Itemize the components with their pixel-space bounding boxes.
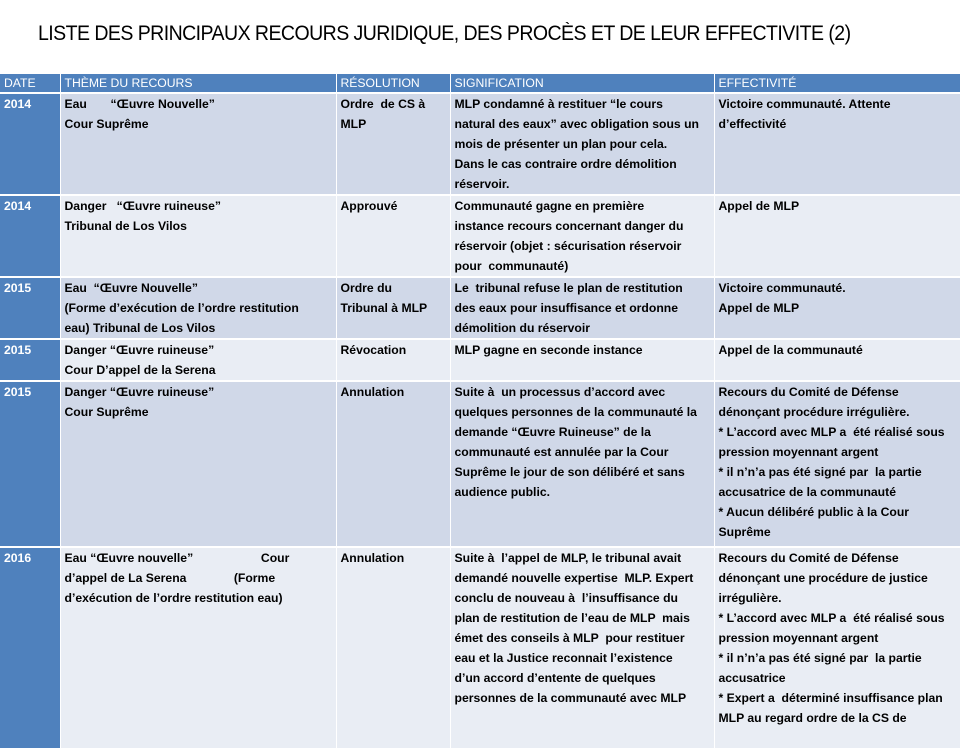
table-row — [0, 339, 960, 381]
recourse-table — [0, 74, 960, 750]
effectivite-line: * L’accord avec MLP a été réalisé sous — [718, 611, 945, 625]
signification-line: quelques personnes de la communauté la — [454, 405, 697, 419]
theme-line: Cour Suprême — [64, 117, 149, 131]
effectivite-line: * L’accord avec MLP a été réalisé sous — [718, 425, 945, 439]
effectivite-line: Victoire communauté. Attente — [718, 97, 891, 111]
resolution-cell — [336, 195, 450, 277]
date-cell: 2015 — [0, 339, 60, 381]
theme-line: Danger “Œuvre ruineuse” — [64, 343, 215, 357]
signification-cell — [450, 339, 714, 381]
signification-line: plan de restitution de l’eau de MLP mais — [454, 611, 690, 625]
effectivite-line: Appel de MLP — [718, 301, 800, 315]
date-cell: 2014 — [0, 195, 60, 277]
header-effectivite: EFFECTIVITÉ — [714, 74, 960, 93]
effectivite-line: Recours du Comité de Défense — [718, 551, 899, 565]
signification-line: Suprême le jour de son délibéré et sans — [454, 465, 685, 479]
table-row — [0, 277, 960, 339]
signification-line: d’un accord d’entente de quelques — [454, 671, 656, 685]
signification-line: MLP gagne en seconde instance — [454, 343, 643, 357]
theme-line: Eau “Œuvre Nouvelle” — [64, 97, 215, 111]
signification-line: réservoir (objet : sécurisation réservoir — [454, 239, 682, 253]
effectivite-cell — [714, 381, 960, 547]
effectivite-line: MLP au regard ordre de la CS de — [718, 711, 907, 725]
date-cell: 2014 — [0, 93, 60, 195]
theme-line: d’appel de La Serena (Forme — [64, 571, 276, 585]
effectivite-line: * il n’n’a pas été signé par la partie — [718, 651, 922, 665]
date-cell: 2016 — [0, 547, 60, 749]
theme-cell — [60, 381, 336, 547]
theme-line: Danger “Œuvre ruineuse” — [64, 385, 215, 399]
theme-line: Cour Suprême — [64, 405, 149, 419]
resolution-line: Annulation — [340, 551, 405, 565]
signification-cell — [450, 277, 714, 339]
effectivite-line: Suprême — [718, 525, 771, 539]
date-cell: 2015 — [0, 381, 60, 547]
theme-line: Danger “Œuvre ruineuse” — [64, 199, 221, 213]
table-row — [0, 93, 960, 195]
signification-line: conclu de nouveau à l’insuffisance du — [454, 591, 678, 605]
effectivite-cell — [714, 547, 960, 749]
signification-line: Suite à un processus d’accord avec — [454, 385, 666, 399]
effectivite-line: accusatrice — [718, 671, 786, 685]
effectivite-line: pression moyennant argent — [718, 631, 879, 645]
signification-cell — [450, 195, 714, 277]
effectivite-line: Appel de MLP — [718, 199, 800, 213]
signification-cell — [450, 547, 714, 749]
header-date: DATE — [0, 74, 60, 93]
effectivite-line: * Aucun délibéré public à la Cour — [718, 505, 910, 519]
theme-line: Cour D’appel de la Serena — [64, 363, 216, 377]
signification-line: des eaux pour insuffisance et ordonne — [454, 301, 678, 315]
resolution-cell — [336, 277, 450, 339]
table-header-row — [0, 74, 960, 93]
resolution-cell — [336, 381, 450, 547]
signification-line: audience public. — [454, 485, 550, 499]
effectivite-cell — [714, 195, 960, 277]
resolution-line: Ordre de CS à — [340, 97, 426, 111]
signification-line: eau et la Justice reconnait l’existence — [454, 651, 673, 665]
signification-line: pour communauté) — [454, 259, 569, 273]
effectivite-line: Recours du Comité de Défense — [718, 385, 899, 399]
resolution-cell — [336, 93, 450, 195]
theme-line: Eau “Œuvre nouvelle” Cour — [64, 551, 290, 565]
effectivite-cell — [714, 339, 960, 381]
effectivite-line: Appel de la communauté — [718, 343, 863, 357]
signification-line: Suite à l’appel de MLP, le tribunal avait — [454, 551, 682, 565]
theme-cell — [60, 339, 336, 381]
effectivite-line: accusatrice de la communauté — [718, 485, 896, 499]
resolution-line: Révocation — [340, 343, 407, 357]
signification-line: Le tribunal refuse le plan de restitution — [454, 281, 683, 295]
signification-line: émet des conseils à MLP pour restituer — [454, 631, 685, 645]
table-row — [0, 381, 960, 547]
signification-line: natural des eaux” avec obligation sous un — [454, 117, 699, 131]
signification-cell — [450, 381, 714, 547]
resolution-line: MLP — [340, 117, 367, 131]
signification-cell — [450, 93, 714, 195]
table-row — [0, 547, 960, 749]
resolution-cell — [336, 339, 450, 381]
signification-line: Dans le cas contraire ordre démolition — [454, 157, 677, 171]
effectivite-line: irrégulière. — [718, 591, 782, 605]
signification-line: personnes de la communauté avec MLP — [454, 691, 687, 705]
header-signification: SIGNIFICATION — [450, 74, 714, 93]
effectivite-line: * Expert a déterminé insuffisance plan — [718, 691, 943, 705]
signification-line: mois de présenter un plan pour cela. — [454, 137, 668, 151]
resolution-line: Ordre du — [340, 281, 392, 295]
effectivite-line: pression moyennant argent — [718, 445, 879, 459]
slide-title: LISTE DES PRINCIPAUX RECOURS JURIDIQUE, DES PROCÈS ET DE LEUR EFFECTIVITE (2) — [38, 22, 851, 45]
theme-line: Eau “Œuvre Nouvelle” — [64, 281, 198, 295]
theme-cell — [60, 277, 336, 339]
theme-line: eau) Tribunal de Los Vilos — [64, 321, 216, 335]
signification-line: démolition du réservoir — [454, 321, 590, 335]
signification-line: communauté est annulée par la Cour — [454, 445, 669, 459]
effectivite-line: * il n’n’a pas été signé par la partie — [718, 465, 922, 479]
signification-line: demandé nouvelle expertise MLP. Expert — [454, 571, 694, 585]
resolution-line: Annulation — [340, 385, 405, 399]
table-row — [0, 195, 960, 277]
signification-line: MLP condamné à restituer “le cours — [454, 97, 663, 111]
effectivite-cell — [714, 277, 960, 339]
signification-line: instance recours concernant danger du — [454, 219, 684, 233]
effectivite-line: dénonçant une procédure de justice — [718, 571, 928, 585]
signification-line: demande “Œuvre Ruineuse” de la — [454, 425, 651, 439]
effectivite-line: Victoire communauté. — [718, 281, 846, 295]
theme-line: Tribunal de Los Vilos — [64, 219, 187, 233]
resolution-line: Tribunal à MLP — [340, 301, 428, 315]
signification-line: Communauté gagne en première — [454, 199, 645, 213]
header-resolution: RÉSOLUTION — [336, 74, 450, 93]
theme-cell — [60, 547, 336, 749]
theme-line: d’exécution de l’ordre restitution eau) — [64, 591, 283, 605]
effectivite-cell — [714, 93, 960, 195]
resolution-cell — [336, 547, 450, 749]
effectivite-line: d’effectivité — [718, 117, 787, 131]
header-theme: THÈME DU RECOURS — [60, 74, 336, 93]
resolution-line: Approuvé — [340, 199, 398, 213]
date-cell: 2015 — [0, 277, 60, 339]
theme-cell — [60, 195, 336, 277]
theme-cell — [60, 93, 336, 195]
signification-line: réservoir. — [454, 177, 510, 191]
effectivite-line: dénonçant procédure irrégulière. — [718, 405, 910, 419]
theme-line: (Forme d’exécution de l’ordre restitution — [64, 301, 299, 315]
